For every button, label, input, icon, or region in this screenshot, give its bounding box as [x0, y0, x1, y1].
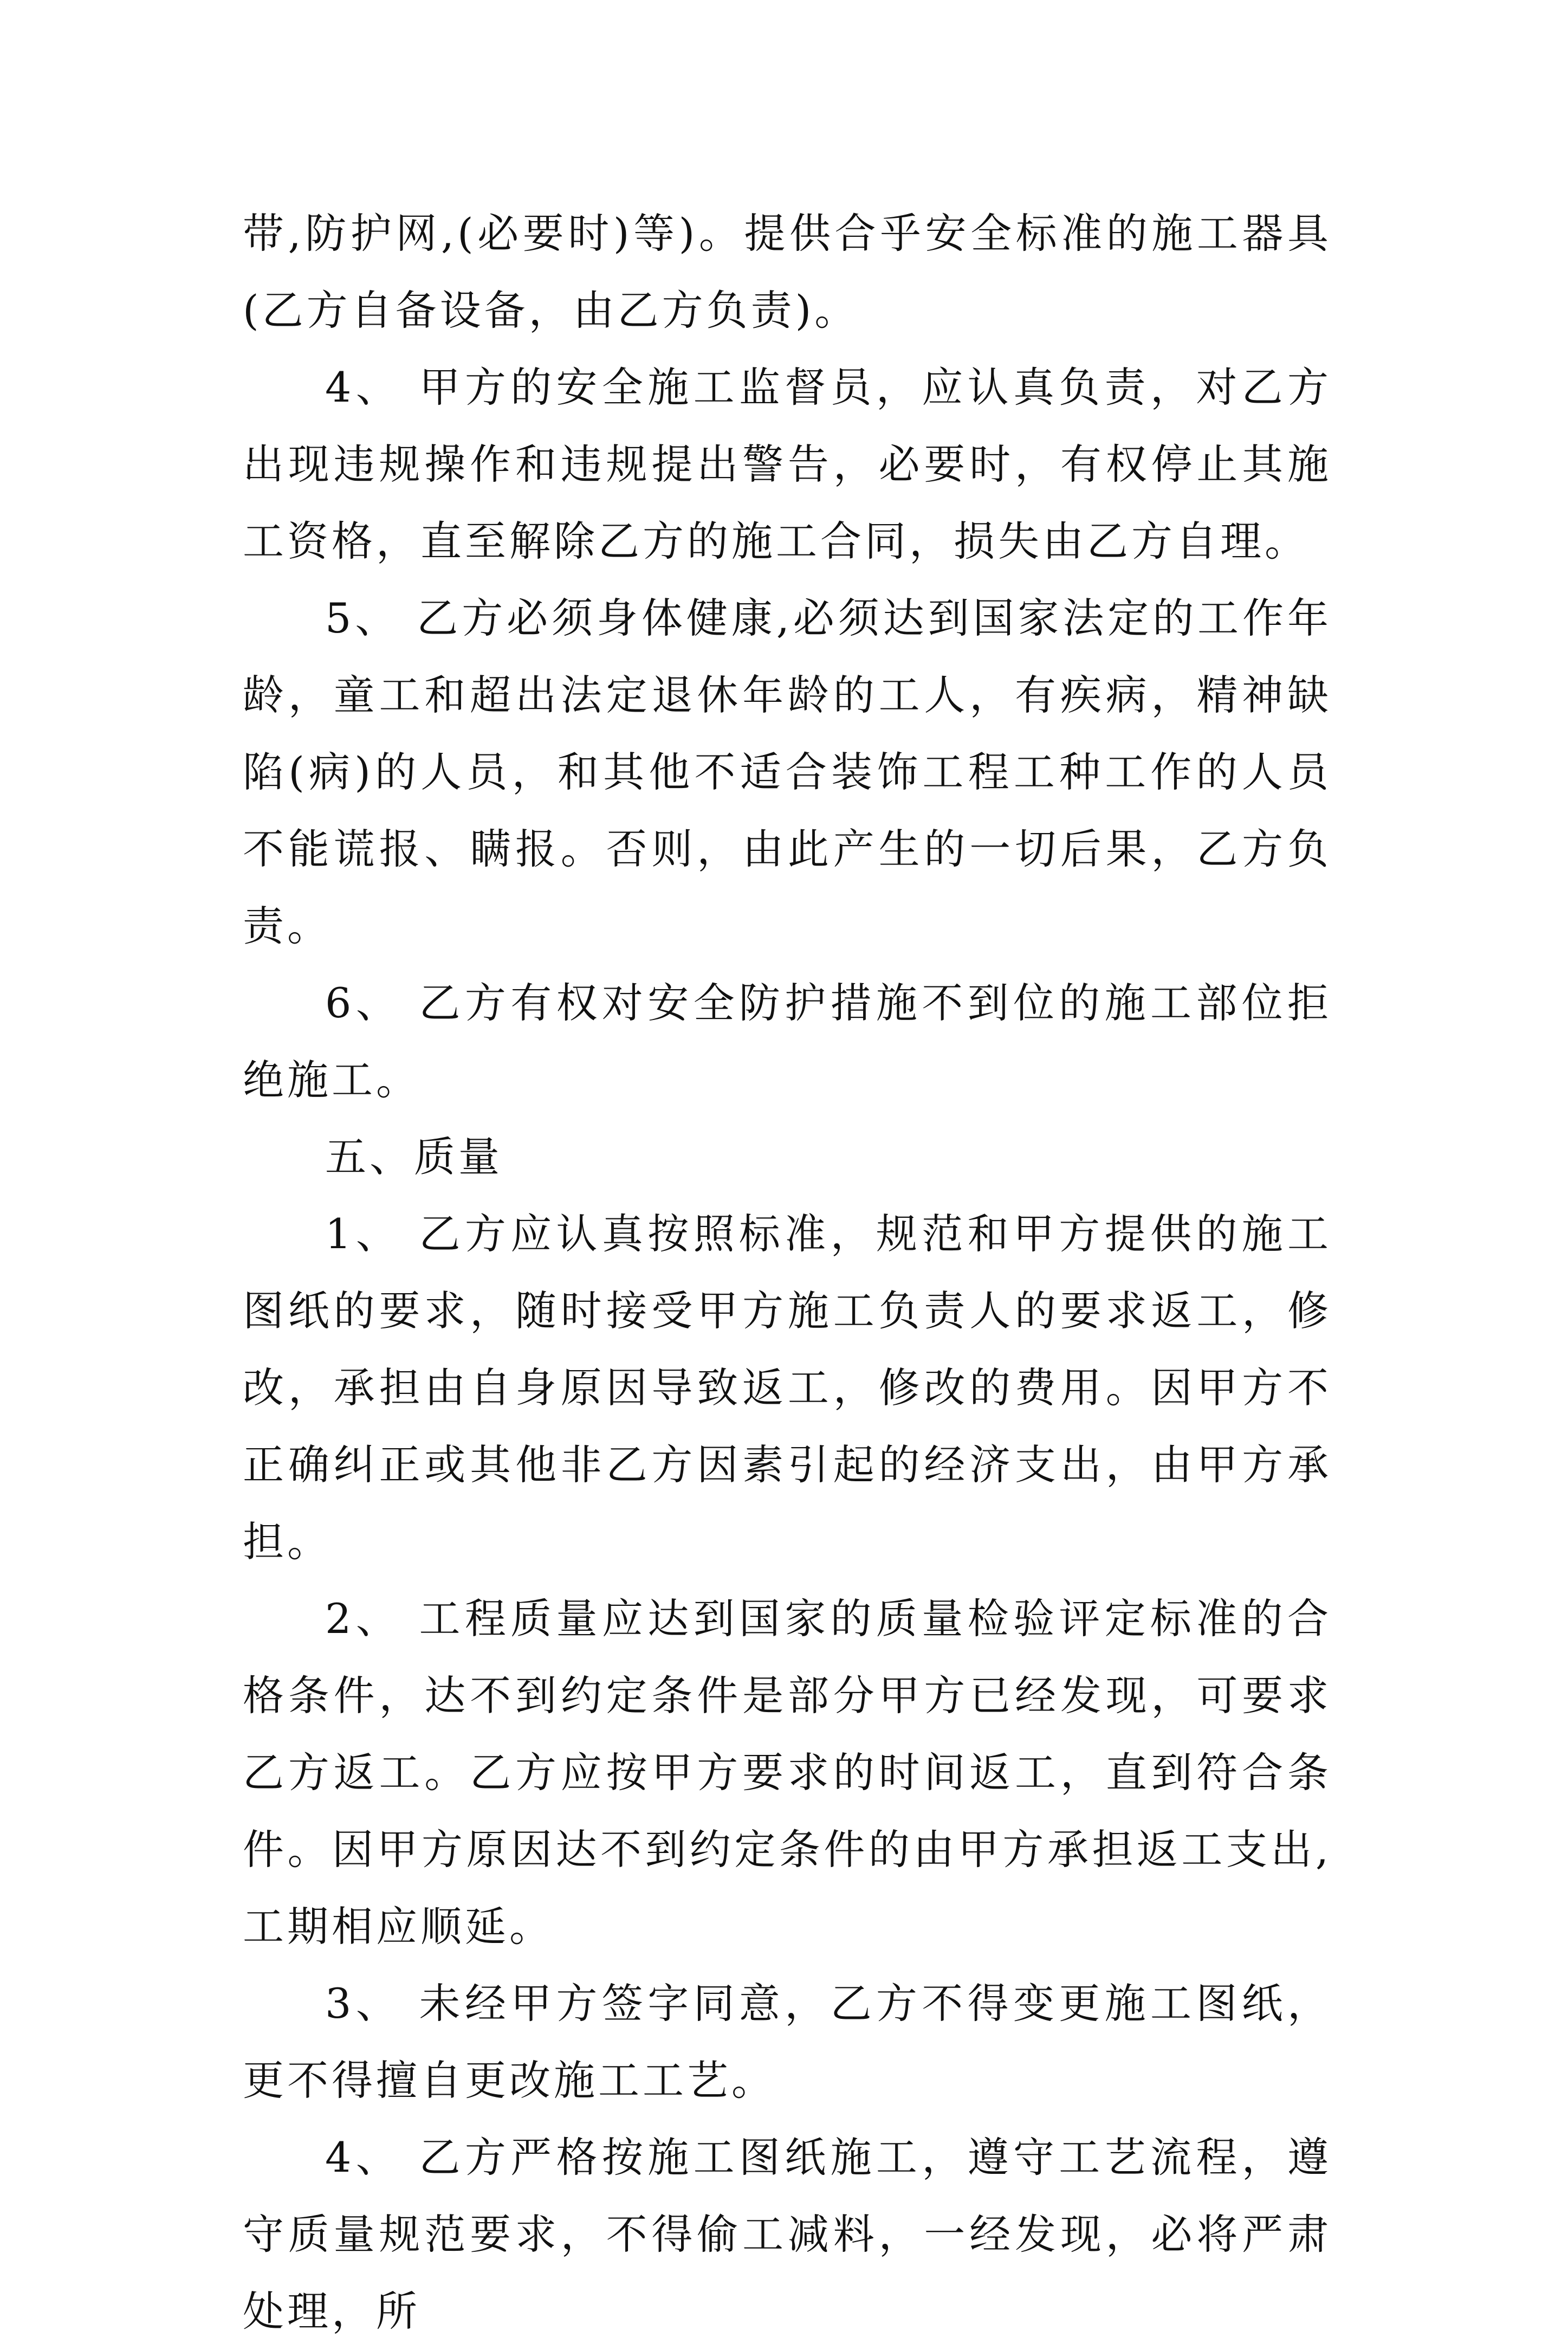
paragraph-follow-drawings: 4、 乙方严格按施工图纸施工，遵守工艺流程，遵守质量规范要求，不得偷工减料，一经发现，必将严肃处理，所: [243, 2133, 1332, 2335]
section-heading-quality: 五、质量: [325, 1133, 503, 1181]
paragraph-quality-rework: 2、 工程质量应达到国家的质量检验评定标准的合格条件，达不到约定条件是部分甲方已经发现，可要求乙方返工。乙方应按甲方要求的时间返工，直到符合条件。因甲方原因达不到约定条件的由甲方承担返工支出,工期相应顺延。: [243, 1594, 1332, 1951]
paragraph-safety-supervisor: 4、 甲方的安全施工监督员，应认真负责，对乙方出现违规操作和违规提出警告，必要时，有权停止其施工资格，直至解除乙方的施工合同，损失由乙方自理。: [243, 363, 1332, 565]
paragraph-safety-equipment: 带,防护网,(必要时)等)。提供合乎安全标准的施工器具(乙方自备设备，由乙方负责)。: [243, 209, 1332, 334]
paragraph-refuse-unsafe-work: 6、 乙方有权对安全防护措施不到位的施工部位拒绝施工。: [243, 979, 1332, 1104]
paragraph-drawing-changes: 3、 未经甲方签字同意，乙方不得变更施工图纸，更不得擅自更改施工工艺。: [243, 1979, 1332, 2104]
document-body: [243, 195, 1332, 2350]
paragraph-worker-health: 5、 乙方必须身体健康,必须达到国家法定的工作年龄，童工和超出法定退休年龄的工人，有疾病，精神缺陷(病)的人员，和其他不适合装饰工程工种工作的人员不能谎报、瞒报。否则，由此产生的一切后果，乙方负责。: [243, 594, 1332, 950]
paragraph-quality-standards: 1、 乙方应认真按照标准，规范和甲方提供的施工图纸的要求，随时接受甲方施工负责人的要求返工，修改，承担由自身原因导致返工，修改的费用。因甲方不正确纠正或其他非乙方因素引起的经济支出，由甲方承担。: [243, 1210, 1332, 1566]
